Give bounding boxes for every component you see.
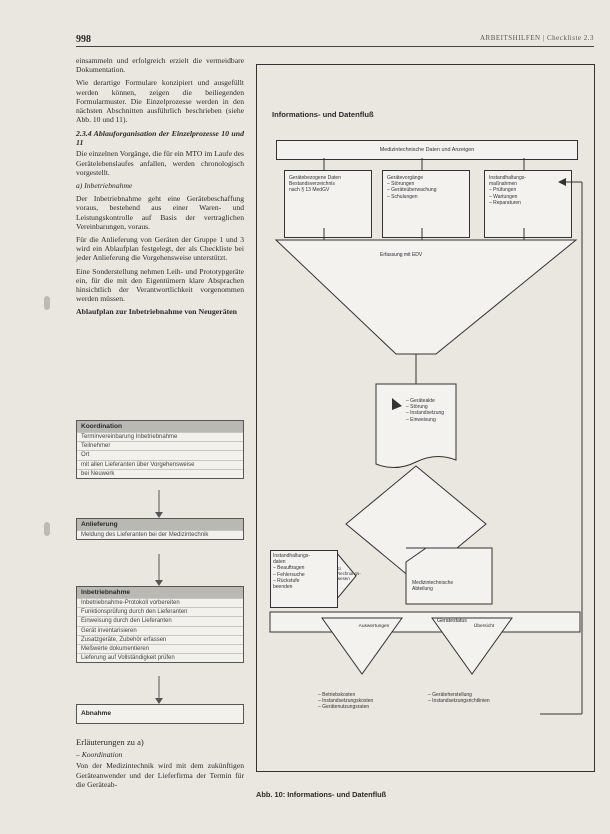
arrow-label: [337, 566, 361, 582]
flow-line: Meßwerte dokumentieren: [77, 644, 243, 653]
doc-line: – Störung: [406, 404, 428, 411]
arrow-label-line: Ei: [337, 566, 341, 571]
list-item: – Betriebskosten: [318, 692, 356, 698]
triangle-right-label: Übersicht: [473, 624, 495, 629]
box-line: – Beauftragen: [273, 565, 305, 572]
box-line: – Wartungen: [489, 193, 518, 200]
pentagon-label: [412, 580, 453, 592]
output-list-right: [428, 692, 490, 704]
flow-arrow: [150, 554, 170, 588]
subheading: a) Inbetriebnahme: [76, 181, 133, 191]
box-line: – Schulungen: [387, 193, 418, 200]
flow-line: Gerät inventarisieren: [77, 626, 243, 635]
box-line: Gerätevorgänge: [387, 175, 424, 181]
flow-line: Meldung des Lieferanten bei der Medizintechnik: [77, 530, 243, 539]
pentagon-line: Abteilung: [412, 586, 433, 593]
wide-bar-label: Gerätestatus: [437, 618, 467, 624]
flow-box-abnahme: [76, 704, 244, 724]
flow-line: bei Neuwerk: [77, 469, 243, 478]
section-heading: 2.3.4 Ablauforganisation der Einzelprozesse 10 und 11: [76, 129, 244, 148]
flow-line: Funktionsprüfung durch den Lieferanten: [77, 607, 243, 616]
box-line: maßnahmen: [489, 181, 518, 188]
flow-box-title: Inbetriebnahme: [77, 587, 243, 598]
punch-hole-lower: [44, 522, 50, 536]
flow-box-anlieferung: [76, 518, 244, 540]
left-text-column: [76, 56, 244, 319]
diagram-box-maintenance: [270, 550, 338, 608]
flow-box-title: Koordination: [77, 421, 243, 432]
doc-line: – Geräteakte: [406, 398, 435, 404]
paragraph: Der Inbetriebnahme geht eine Gerätebeschaffung voraus, bestehend aus einer Waren- und Leistungskontrolle auf Basis der vertraglichen Vereinbarungen, voraus.: [76, 194, 244, 231]
page-number: 998: [76, 34, 91, 45]
arrow-label-line: Rechnungs-: [337, 571, 361, 577]
document-lines: [406, 398, 444, 423]
flow-arrow: [150, 490, 170, 520]
flow-arrow: [150, 676, 170, 706]
funnel-label: Erfassung mit EDV: [380, 252, 423, 258]
punch-hole-upper: [44, 296, 50, 310]
flow-line: Einweisung durch den Lieferanten: [77, 616, 243, 625]
box-line: – Prüfungen: [489, 187, 517, 194]
flow-box-koordination: [76, 420, 244, 479]
paragraph: Von der Medizintechnik wird mit dem zukünftigen Geräteanwender und der Lieferfirma der Termin für die Geräteab-: [76, 761, 244, 789]
explanation-label: Erläuterungen zu a): [76, 737, 144, 747]
flow-line: mit allen Lieferanten über Vorgehensweise: [77, 460, 243, 469]
header-rule: [76, 46, 594, 47]
list-item: – Instandsetzungskosten: [318, 698, 374, 705]
flow-line: Teilnehmer: [77, 441, 243, 450]
flow-box-title: Anlieferung: [77, 519, 243, 530]
flow-line: Inbetriebnahme-Protokoll vorbereiten: [77, 598, 243, 607]
output-list-left: [318, 692, 373, 711]
box-line: Instandhaltungs-: [273, 553, 310, 559]
box-line: Gerätebezogene Daten: [289, 175, 341, 181]
list-item: – Gerätenutzungsraten: [318, 704, 370, 711]
doc-line: – Einweisung: [406, 416, 436, 423]
box-line: nach § 13 MedGV: [289, 187, 330, 194]
box-line: beenden: [273, 584, 293, 591]
paragraph: Wie derartige Formulare konzipiert und ausgefüllt werden können, zeigen die beiliegenden Formularmuster. Die Einzelprozesse werden in den nächsten Abschnitten ausführlich beschrieben (siehe Abb. 10 und 11).: [76, 78, 244, 125]
plan-title: Ablaufplan zur Inbetriebnahme von Neugeräten: [76, 307, 238, 317]
box-line: – Rückstufe: [273, 577, 300, 584]
paragraph: Eine Sonderstellung nehmen Leih- und Prototypgeräte ein, für die mit den Eigentümern klare Absprachen hinsichtlich der Verantwortlichkeit vorgenommen werden müssen.: [76, 266, 244, 304]
explanation-block: [76, 738, 244, 793]
box-line: – Reparaturen: [489, 199, 521, 206]
flow-line: Terminvereinbarung Inbetriebnahme: [77, 432, 243, 441]
arrow-label-line: wesen: [337, 576, 350, 582]
flow-line: Lieferung auf Vollständigkeit prüfen: [77, 653, 243, 662]
flow-box-title: Abnahme: [81, 710, 112, 717]
box-line: – Geräteüberwachung: [387, 187, 437, 194]
list-item: – Geräteherstellung: [428, 692, 472, 698]
figure-caption: Abb. 10: Informations- und Datenfluß: [256, 790, 387, 799]
box-line: – Fehlersuche: [273, 571, 305, 578]
box-line: Bestandsverzeichnis: [289, 181, 335, 188]
explanation-item: – Koordination: [76, 750, 123, 760]
triangle-left-label: Auswertungen: [358, 624, 390, 629]
top-bar-label: Medizintechnische Daten und Anzeigen: [379, 147, 475, 153]
paragraph: Die einzelnen Vorgänge, die für ein MTO im Laufe des Gerätelebenslaufes anfallen, werden chronologisch vorgestellt.: [76, 149, 244, 177]
list-item: – Instandsetzungsrichtlinien: [428, 698, 490, 705]
flow-line: Zusatzgeräte, Zubehör erfassen: [77, 635, 243, 644]
flow-line: Ort: [77, 450, 243, 459]
doc-line: – Instandsetzung: [406, 410, 445, 417]
pentagon-line: Medizintechnische: [412, 580, 454, 586]
box-line: daten: [273, 559, 286, 566]
running-title: ARBEITSHILFEN | Checkliste 2.3: [479, 34, 594, 42]
paragraph: einsammeln und erfolgreich erzielt die vermeidbare Dokumentation.: [76, 56, 244, 75]
paragraph: Für die Anlieferung von Geräten der Gruppe 1 und 3 wird ein Ablaufplan festgelegt, der als Checkliste bei jeder Anlieferung die Vorgehensweise unterstützt.: [76, 235, 244, 263]
box-line: – Störungen: [387, 181, 415, 188]
flow-box-inbetriebnahme: [76, 586, 244, 663]
figure-title: Informations- und Datenfluß: [272, 110, 374, 119]
box-line: Instandhaltungs-: [489, 175, 526, 181]
